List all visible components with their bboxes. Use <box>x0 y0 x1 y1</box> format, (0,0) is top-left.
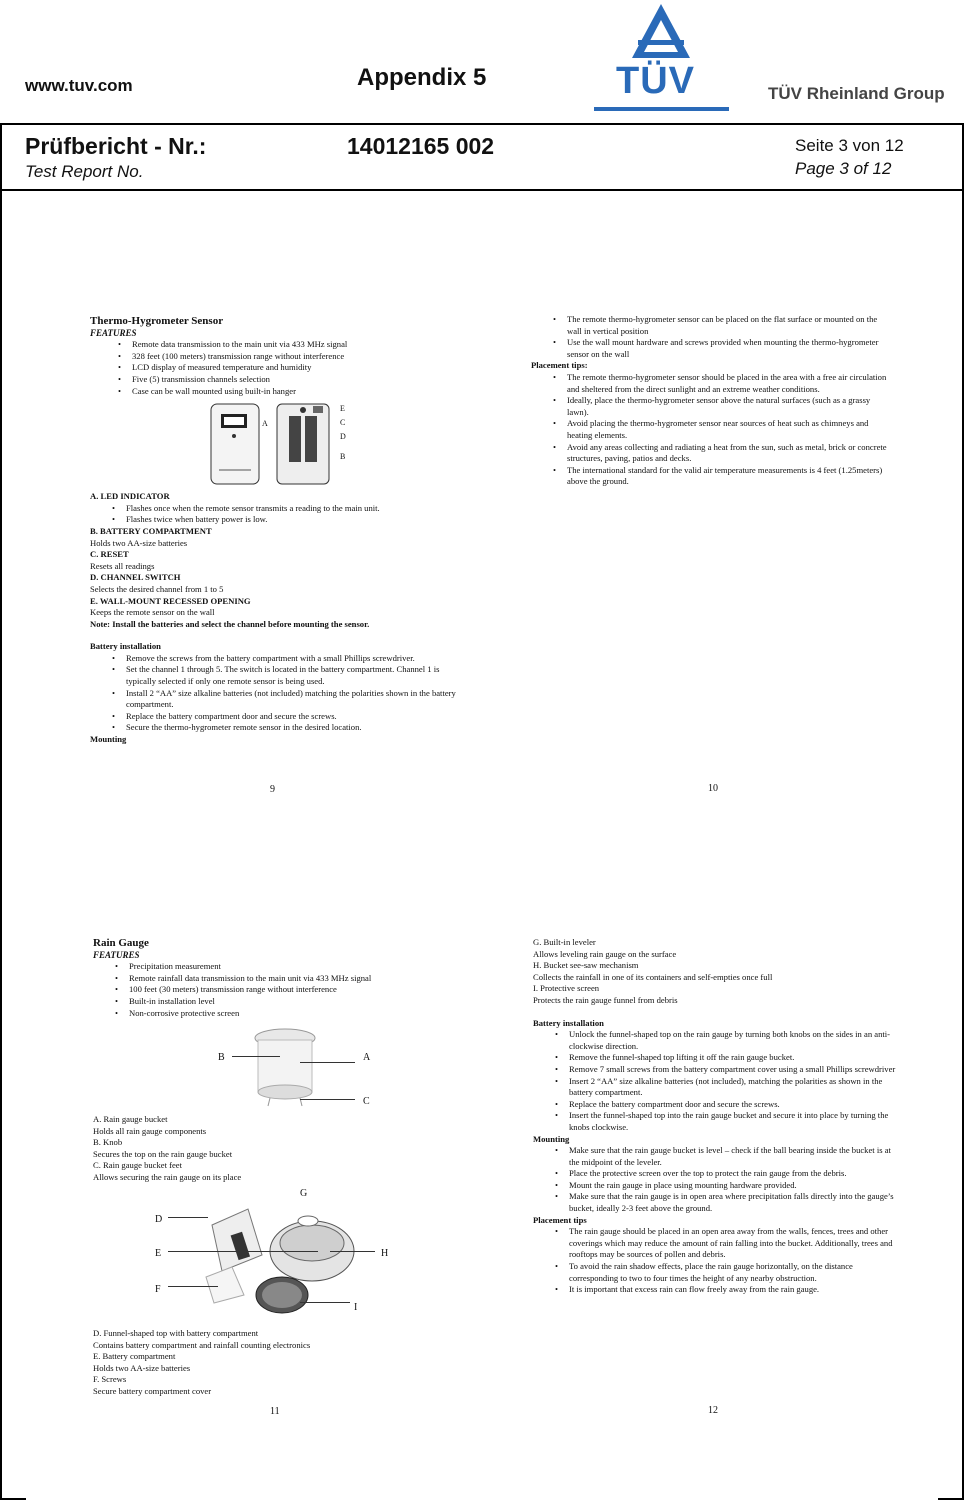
p12-page-number: 12 <box>708 1405 718 1416</box>
rain-gauge-icon <box>250 1024 320 1110</box>
p11-part-f-title: F. Screws <box>93 1374 127 1385</box>
report-label-en: Test Report No. <box>25 162 144 181</box>
p9-mounting-title: Mounting <box>90 734 127 745</box>
p9-d-title: D. CHANNEL SWITCH <box>90 572 181 583</box>
website-url: www.tuv.com <box>25 76 133 95</box>
p9-a-title: A. LED INDICATOR <box>90 491 170 502</box>
list-item: • Secure the thermo-hygrometer remote sensor in the desired location. <box>126 722 462 734</box>
leader-d <box>168 1217 208 1218</box>
p9-note: Note: Install the batteries and select the channel before mounting the sensor. <box>90 618 370 629</box>
p11-part-a-text: Holds all rain gauge components <box>93 1125 207 1136</box>
list-item: • Insert the funnel-shaped top into the rain gauge bucket and secure it into place by turning the knobs clockwise. <box>569 1110 898 1133</box>
p12-battery-items <box>533 1029 898 1133</box>
list-item: • Remote data transmission to the main unit via 433 MHz signal <box>132 339 462 351</box>
list-item: • Make sure that the rain gauge bucket is level – check if the ball bearing inside the bucket is at the midpoint of the leveler. <box>569 1145 898 1168</box>
manual-page-11 <box>93 938 453 1019</box>
p11-title: Rain Gauge <box>93 937 149 949</box>
fig1-label-a: A <box>363 1052 371 1063</box>
fig2-label-e: E <box>155 1248 162 1259</box>
p9-b-title: B. BATTERY COMPARTMENT <box>90 525 212 536</box>
list-item: • The international standard for the valid air temperature measurements is 4 feet (1.25meters) above the ground. <box>567 465 891 488</box>
leader-b <box>232 1056 280 1057</box>
list-item: • Case can be wall mounted using built-in hanger <box>132 386 462 398</box>
p11-part-c-title: C. Rain gauge bucket feet <box>93 1160 183 1171</box>
p9-b-text: Holds two AA-size batteries <box>90 537 188 548</box>
p9-d-text: Selects the desired channel from 1 to 5 <box>90 583 224 594</box>
list-item: • Flashes once when the remote sensor transmits a reading to the main unit. <box>126 503 462 515</box>
p11-part-d-text: Contains battery compartment and rainfall counting electronics <box>93 1339 311 1350</box>
frame-left <box>0 123 2 1498</box>
group-name: TÜV Rheinland Group <box>768 84 945 103</box>
list-item: • LCD display of measured temperature and humidity <box>132 362 462 374</box>
list-item: • Insert 2 “AA” size alkaline batteries (not included), matching the polarities as shown in the battery compartment. <box>569 1076 898 1099</box>
p11-features-label: FEATURES <box>93 949 140 960</box>
page-indicator-de: Seite 3 von 12 <box>795 136 904 155</box>
list-item: • The rain gauge should be placed in an open area away from the walls, fences, trees and other coverings which may reduce the amount of rain falling into the bucket. Additionally, trees and rooftops may be sources of pollen and debris. <box>569 1226 898 1261</box>
list-item: • Five (5) transmission channels selection <box>132 374 462 386</box>
fig1-label-b: B <box>218 1052 225 1063</box>
sensor-label-d: D <box>340 432 346 441</box>
frame-top <box>0 123 964 125</box>
sensor-label-c: C <box>340 418 346 427</box>
p11-part-b-text: Secures the top on the rain gauge bucket <box>93 1148 233 1159</box>
p11-page-number: 11 <box>270 1406 280 1417</box>
list-item: • Non-corrosive protective screen <box>129 1008 453 1020</box>
sensor-label-b: B <box>340 452 346 461</box>
report-number: 14012165 002 <box>347 133 495 159</box>
p9-features <box>90 339 462 397</box>
fig1-label-c: C <box>363 1096 370 1107</box>
p11-part-d-title: D. Funnel-shaped top with battery compartment <box>93 1328 259 1338</box>
leader-e <box>168 1251 318 1252</box>
sensor-label-e: E <box>340 404 345 413</box>
p10-placement-items <box>531 372 891 488</box>
p10-placement-title: Placement tips: <box>531 360 588 371</box>
p12-part-i-text: Protects the rain gauge funnel from debris <box>533 994 678 1005</box>
fig2-label-g: G <box>300 1188 308 1199</box>
fig2-label-d: D <box>155 1214 163 1225</box>
p12-part-g-title: G. Built-in leveler <box>533 937 596 947</box>
p12-placement-title: Placement tips <box>533 1214 587 1225</box>
logo-wordmark: TÜV <box>616 60 695 102</box>
p10-page-number: 10 <box>708 783 718 794</box>
list-item: • Avoid placing the thermo-hygrometer sensor near sources of heat such as chimneys and heating elements. <box>567 418 891 441</box>
leader-c <box>300 1099 355 1100</box>
p12-part-h-title: H. Bucket see-saw mechanism <box>533 960 639 971</box>
manual-page-9 <box>90 316 462 746</box>
list-item: • Install 2 “AA” size alkaline batteries (not included) matching the polarities shown in the battery compartment. <box>126 688 462 711</box>
p9-features-label: FEATURES <box>90 327 137 338</box>
leader-i <box>300 1302 350 1303</box>
list-item: • Built-in installation level <box>129 996 453 1008</box>
frame-corner-br <box>938 1498 964 1500</box>
p11-part-b-title: B. Knob <box>93 1137 123 1148</box>
p12-part-i-title: I. Protective screen <box>533 983 600 994</box>
p9-page-number: 9 <box>270 784 275 795</box>
frame-corner-bl <box>0 1498 26 1500</box>
p11-features <box>93 961 453 1019</box>
fig2-label-h: H <box>381 1248 389 1259</box>
list-item: • Set the channel 1 through 5. The switch is located in the battery compartment. Channel 1 is typically selected if only one remote sensor is being used. <box>126 664 462 687</box>
p10-items <box>531 314 891 360</box>
list-item: • Flashes twice when battery power is low. <box>126 514 462 526</box>
list-item: • Remote rainfall data transmission to the main unit via 433 MHz signal <box>129 973 453 985</box>
list-item: • Use the wall mount hardware and screws provided when mounting the thermo-hygrometer sensor on the wall <box>567 337 891 360</box>
list-item: • Remove the funnel-shaped top lifting it off the rain gauge bucket. <box>569 1052 898 1064</box>
report-label: Prüfbericht - Nr.: <box>25 133 207 159</box>
p9-e-title: E. WALL-MOUNT RECESSED OPENING <box>90 595 251 606</box>
list-item: • Precipitation measurement <box>129 961 453 973</box>
p12-battery-title: Battery installation <box>533 1017 604 1028</box>
list-item: • Avoid any areas collecting and radiating a heat from the sun, such as metal, brick or concrete structures, paving, patios and decks. <box>567 442 891 465</box>
list-item: • To avoid the rain shadow effects, place the rain gauge horizontally, on the distance corresponding to two to four times the height of any nearby obstruction. <box>569 1261 898 1284</box>
p9-c-title: C. RESET <box>90 549 129 560</box>
p11-parts-1 <box>93 1114 453 1184</box>
appendix-title: Appendix 5 <box>357 64 487 91</box>
list-item: • Make sure that the rain gauge is in open area where precipitation falls directly into the gauge’s bucket, ideally 2-3 feet above the ground. <box>569 1191 898 1214</box>
fig2-label-f: F <box>155 1284 161 1295</box>
list-item: • Remove 7 small screws from the battery compartment cover using a small Phillips screwdriver <box>569 1064 898 1076</box>
list-item: • Unlock the funnel-shaped top on the rain gauge by turning both knobs on the sides in an anti-clockwise direction. <box>569 1029 898 1052</box>
list-item: • Remove the screws from the battery compartment with a small Phillips screwdriver. <box>126 653 462 665</box>
list-item: • Place the protective screen over the top to protect the rain gauge from the debris. <box>569 1168 898 1180</box>
p9-battery-items <box>90 653 462 734</box>
list-item: • 100 feet (30 meters) transmission range without interference <box>129 984 453 996</box>
frame-header-divider <box>0 189 964 191</box>
p11-part-e-text: Holds two AA-size batteries <box>93 1362 191 1373</box>
leader-a <box>300 1062 355 1063</box>
sensor-label-a: A <box>262 419 268 428</box>
p9-c-text: Resets all readings <box>90 560 155 571</box>
leader-f <box>168 1286 218 1287</box>
list-item: • The remote thermo-hygrometer sensor should be placed in the area with a free air circulation and sheltered from the direct sunlight and an extreme weather conditions. <box>567 372 891 395</box>
p11-parts-2 <box>93 1328 453 1398</box>
list-item: • Mount the rain gauge in place using mounting hardware provided. <box>569 1180 898 1192</box>
p12-part-g-text: Allows leveling rain gauge on the surface <box>533 948 677 959</box>
manual-page-12 <box>533 937 898 1296</box>
list-item: • 328 feet (100 meters) transmission range without interference <box>132 351 462 363</box>
page-indicator-en: Page 3 of 12 <box>795 159 892 178</box>
tuv-logo <box>594 0 729 112</box>
p12-part-h-text: Collects the rainfall in one of its containers and self-empties once full <box>533 971 773 982</box>
p11-part-f-text: Secure battery compartment cover <box>93 1385 212 1396</box>
manual-page-10 <box>531 314 891 488</box>
p11-part-a-title: A. Rain gauge bucket <box>93 1114 168 1124</box>
p11-part-c-text: Allows securing the rain gauge on its place <box>93 1171 242 1182</box>
p11-part-e-title: E. Battery compartment <box>93 1351 176 1362</box>
p9-a-items <box>90 503 462 526</box>
leader-h <box>330 1251 375 1252</box>
p9-e-text: Keeps the remote sensor on the wall <box>90 607 215 618</box>
sensor-illustration <box>205 398 355 490</box>
p9-title: Thermo-Hygrometer Sensor <box>90 315 224 327</box>
p9-battery-title: Battery installation <box>90 641 161 652</box>
rain-gauge-bucket-illustration <box>250 1024 320 1110</box>
fig2-label-i: I <box>354 1302 358 1313</box>
list-item: • Ideally, place the thermo-hygrometer sensor above the natural surfaces (such as a grassy lawn). <box>567 395 891 418</box>
p12-mounting-items <box>533 1145 898 1215</box>
p12-mounting-title: Mounting <box>533 1133 570 1144</box>
p12-placement-items <box>533 1226 898 1296</box>
list-item: • Replace the battery compartment door and secure the screws. <box>569 1099 898 1111</box>
list-item: • The remote thermo-hygrometer sensor can be placed on the flat surface or mounted on the wall in vertical position <box>567 314 891 337</box>
sensor-device-icon <box>205 398 355 490</box>
list-item: • It is important that excess rain can flow freely away from the rain gauge. <box>569 1284 898 1296</box>
list-item: • Replace the battery compartment door and secure the screws. <box>126 711 462 723</box>
